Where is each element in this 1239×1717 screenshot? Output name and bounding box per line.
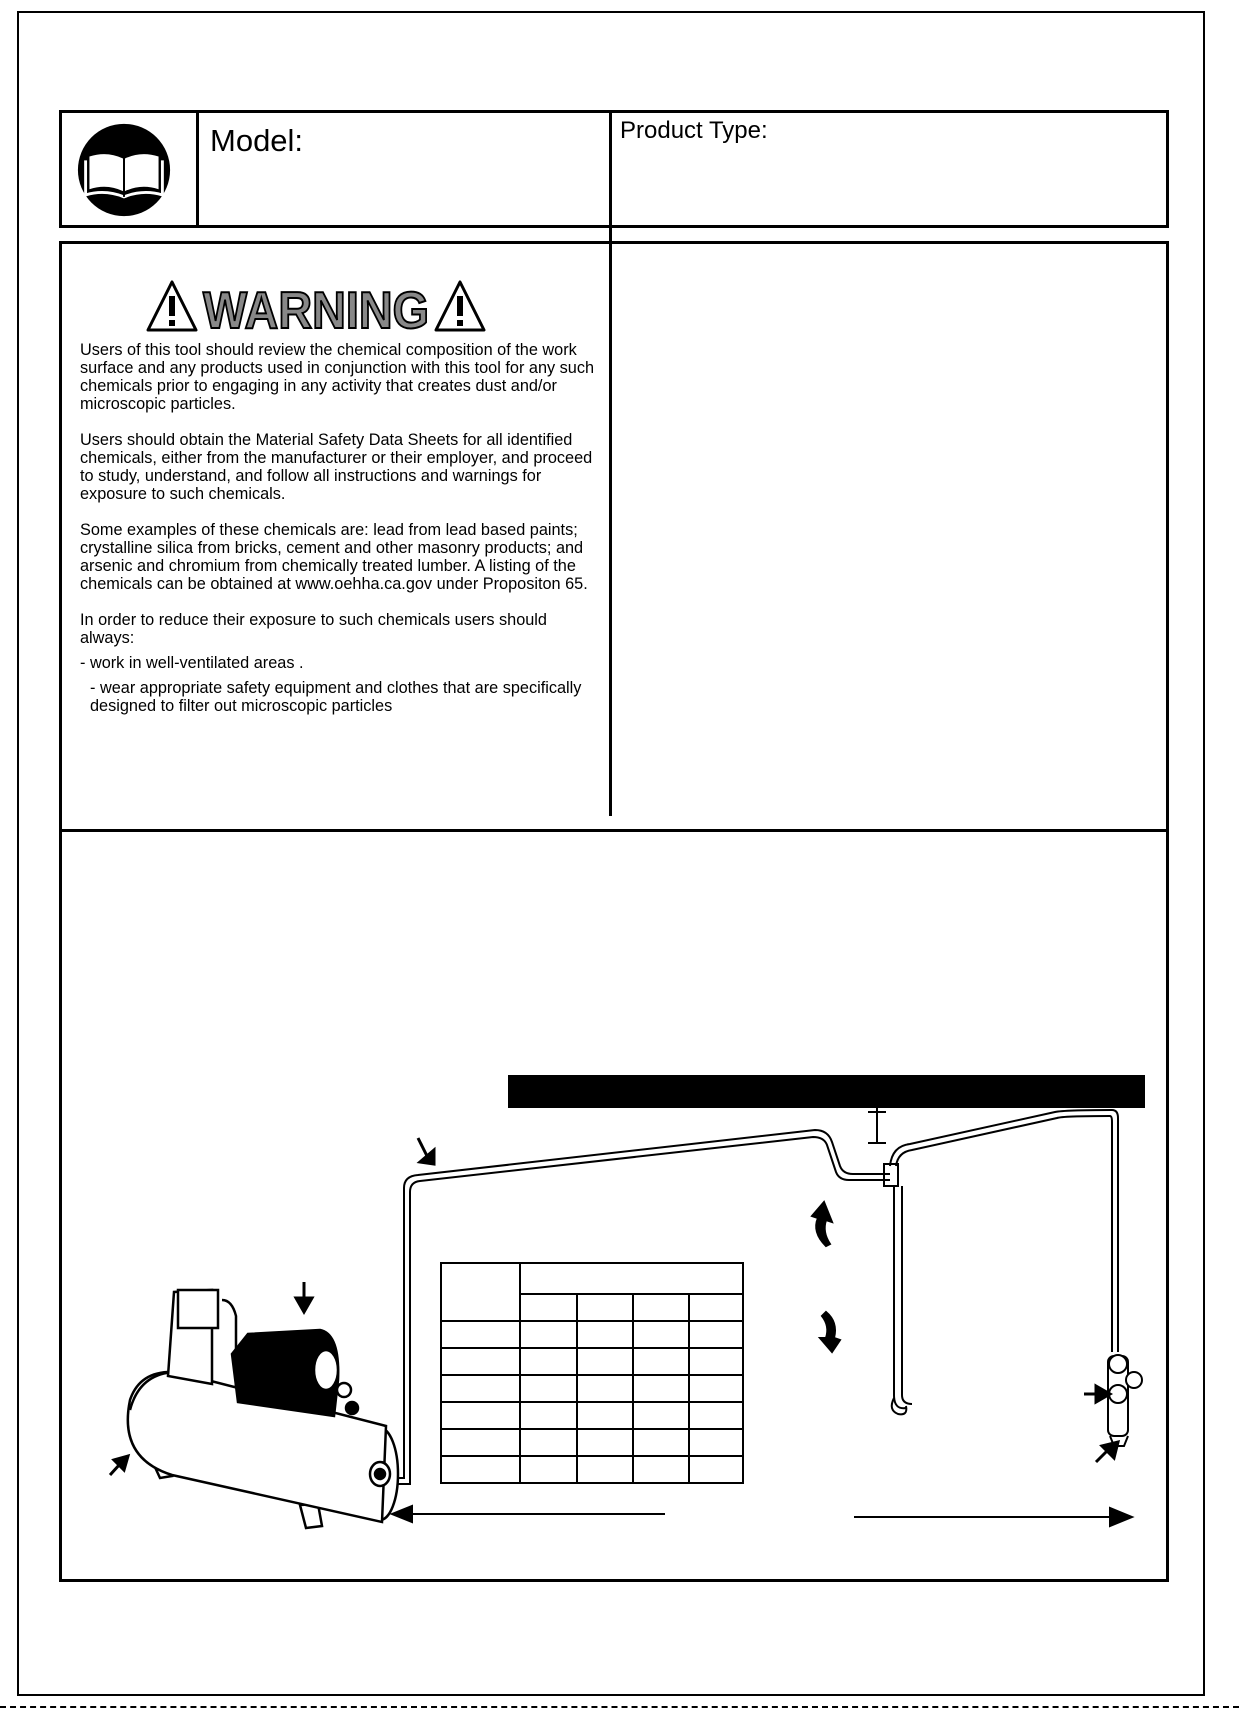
warning-triangle-icon — [436, 282, 484, 330]
warning-paragraph: Some examples of these chemicals are: lead from lead based paints; crystalline silica from bricks, cement and other masonry products; and arsenic and chromium from chemically treated lumber. A listing of the chemicals can be obtained at www.oehha.ca.gov under Propositon 65. — [80, 521, 588, 593]
warning-text — [80, 341, 605, 722]
model-label: Model: — [210, 123, 304, 158]
column-divider — [609, 228, 612, 816]
svg-text:WARNING: WARNING — [203, 282, 429, 336]
cut-line — [0, 1706, 1239, 1708]
warning-paragraph: In order to reduce their exposure to such chemicals users should always: — [80, 611, 547, 647]
warning-bullet: - work in well-ventilated areas . — [80, 654, 304, 672]
warning-paragraph: Users should obtain the Material Safety Data Sheets for all identified chemicals, either from the manufacturer or their employer, and proceed to study, understand, and follow all instructions and warnings for exposure to such chemicals. — [80, 431, 593, 503]
warning-triangle-icon — [148, 282, 196, 330]
open-book-icon — [76, 122, 172, 218]
header-box — [59, 110, 1169, 228]
header-divider — [609, 110, 612, 228]
warning-paragraph: Users of this tool should review the chemical composition of the work surface and any products used in conjunction with this tool for any such chemicals prior to engaging in any activity that creates dust and/or microscopic particles. — [80, 341, 595, 413]
main-box — [59, 241, 1169, 1582]
product-type-label: Product Type: — [620, 117, 768, 144]
ceiling-beam — [508, 1075, 1145, 1108]
header-divider — [196, 113, 199, 225]
warning-title — [146, 278, 486, 336]
warning-bullet: - wear appropriate safety equipment and clothes that are specifically designed to filter out microscopic particles — [90, 679, 582, 715]
section-divider — [62, 829, 1166, 832]
